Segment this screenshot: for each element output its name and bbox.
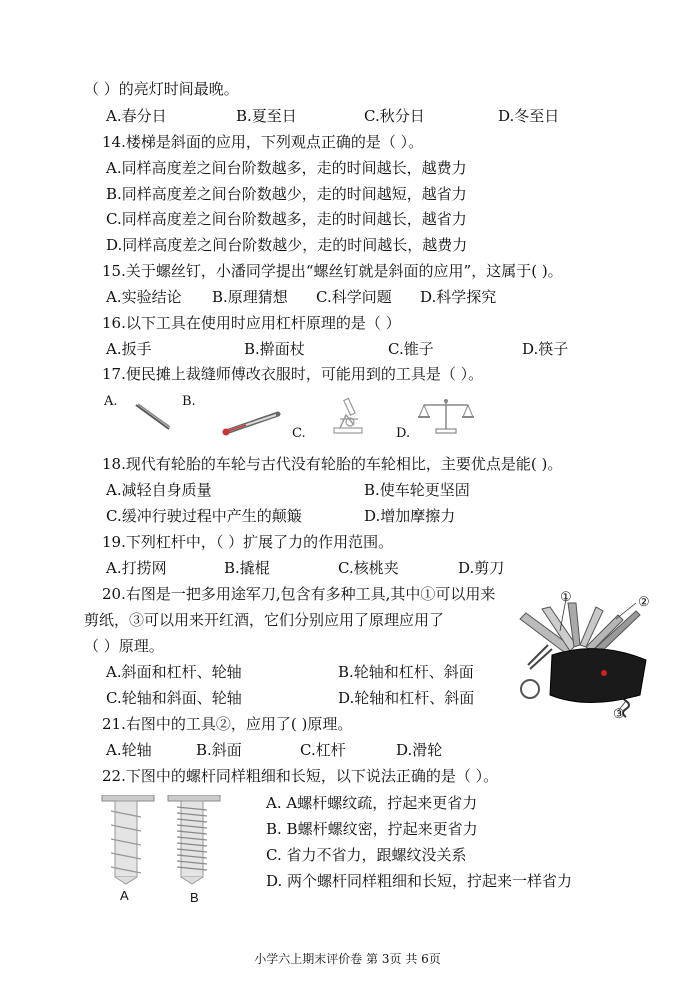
q14-option-a: A.同样高度差之间台阶数越多，走的时间越长，越费力 bbox=[106, 159, 467, 177]
knife-marker-3: ③ bbox=[613, 706, 625, 721]
q18-option-b: B.使车轮更坚固 bbox=[364, 481, 470, 499]
q17-stem: 17.便民摊上裁缝师傅改衣服时，可能用到的工具是（ ）。 bbox=[102, 365, 484, 383]
q18-option-d: D.增加摩擦力 bbox=[364, 507, 456, 525]
q22-option-b: B. B螺杆螺纹密，拧起来更省力 bbox=[266, 820, 478, 838]
q20-option-a: A.斜面和杠杆、轮轴 bbox=[106, 663, 242, 681]
q15-option-d: D.科学探究 bbox=[420, 288, 497, 306]
q18-option-a: A.减轻自身质量 bbox=[106, 481, 212, 499]
q17-label-c: C. bbox=[292, 426, 306, 441]
microscope-icon bbox=[328, 395, 368, 435]
q19-option-a: A.打捞网 bbox=[106, 559, 167, 577]
q14-option-d: D.同样高度差之间台阶数越少，走的时间越长，越费力 bbox=[106, 236, 468, 254]
q13-option-d: D.冬至日 bbox=[498, 107, 560, 125]
q13-stem-tail: （ ）的亮灯时间最晚。 bbox=[84, 80, 239, 98]
q16-option-d: D.筷子 bbox=[522, 340, 569, 358]
knife-marker-1: ① bbox=[560, 589, 572, 604]
q19-option-b: B.撬棍 bbox=[224, 559, 270, 577]
q15-option-c: C.科学问题 bbox=[316, 288, 392, 306]
q15-option-b: B.原理猜想 bbox=[212, 288, 288, 306]
balance-scale-icon bbox=[416, 397, 476, 435]
q21-option-a: A.轮轴 bbox=[106, 741, 152, 759]
army-knife-illustration bbox=[508, 585, 678, 730]
q19-stem: 19.下列杠杆中，（ ）扩展了力的作用范围。 bbox=[102, 533, 394, 551]
q19-option-d: D.剪刀 bbox=[458, 559, 505, 577]
q15-option-a: A.实验结论 bbox=[106, 288, 182, 306]
screw-label-b: B bbox=[190, 890, 199, 905]
q22-option-c: C. 省力不省力，跟螺纹没关系 bbox=[266, 846, 467, 864]
q22-option-d: D. 两个螺杆同样粗细和长短，拧起来一样省力 bbox=[266, 872, 573, 890]
q20-option-d: D.轮轴和杠杆、斜面 bbox=[338, 689, 475, 707]
q20-stem-line3: （ ）原理。 bbox=[84, 637, 164, 655]
q22-option-a: A. A螺杆螺纹疏，拧起来更省力 bbox=[266, 794, 478, 812]
q20-stem-line2: 剪纸，③可以用来开红酒，它们分别应用了原理应用了 bbox=[84, 611, 445, 629]
q19-option-c: C.核桃夹 bbox=[338, 559, 399, 577]
q18-stem: 18.现代有轮胎的车轮与古代没有轮胎的车轮相比，主要优点是能( )。 bbox=[102, 455, 563, 473]
q18-option-c: C.缓冲行驶过程中产生的颠簸 bbox=[106, 507, 302, 525]
q14-option-b: B.同样高度差之间台阶数越少，走的时间越短，越省力 bbox=[106, 185, 467, 203]
q21-option-c: C.杠杆 bbox=[300, 741, 346, 759]
q22-stem: 22.下图中的螺杆同样粗细和长短，以下说法正确的是（ ）。 bbox=[102, 767, 499, 785]
screw-label-a: A bbox=[120, 888, 129, 903]
q16-option-b: B.擀面杖 bbox=[244, 340, 305, 358]
q20-stem-line1: 20.右图是一把多用途军刀,包含有多种工具,其中①可以用来 bbox=[102, 585, 496, 603]
q15-stem: 15.关于螺丝钉，小潘同学提出“螺丝钉就是斜面的应用”，这属于( )。 bbox=[102, 262, 563, 280]
q13-option-c: C.秋分日 bbox=[364, 107, 425, 125]
q13-option-a: A.春分日 bbox=[106, 107, 167, 125]
q16-option-a: A.扳手 bbox=[106, 340, 152, 358]
q21-option-d: D.滑轮 bbox=[396, 741, 443, 759]
q16-option-c: C.锥子 bbox=[388, 340, 434, 358]
tweezers-icon bbox=[133, 402, 173, 432]
thermometer-icon bbox=[220, 408, 284, 438]
q20-option-c: C.轮轴和斜面、轮轴 bbox=[106, 689, 242, 707]
q14-stem: 14.楼梯是斜面的应用，下列观点正确的是（ ）。 bbox=[102, 133, 424, 151]
q17-label-b: B. bbox=[182, 394, 196, 409]
q16-stem: 16.以下工具在使用时应用杠杆原理的是（ ） bbox=[102, 314, 401, 332]
q21-stem: 21.右图中的工具②，应用了( )原理。 bbox=[102, 715, 353, 733]
screw-a-illustration bbox=[98, 795, 158, 885]
page-footer: 小学六上期末评价卷 第 3页 共 6页 bbox=[254, 952, 441, 966]
knife-marker-2: ② bbox=[638, 594, 650, 609]
screw-b-illustration bbox=[164, 795, 224, 885]
q13-option-b: B.夏至日 bbox=[236, 107, 297, 125]
q21-option-b: B.斜面 bbox=[196, 741, 242, 759]
q20-option-b: B.轮轴和杠杆、斜面 bbox=[338, 663, 474, 681]
q14-option-c: C.同样高度差之间台阶数越多，走的时间越长，越省力 bbox=[106, 210, 467, 228]
q17-label-a: A. bbox=[104, 394, 118, 409]
q17-label-d: D. bbox=[396, 426, 411, 441]
